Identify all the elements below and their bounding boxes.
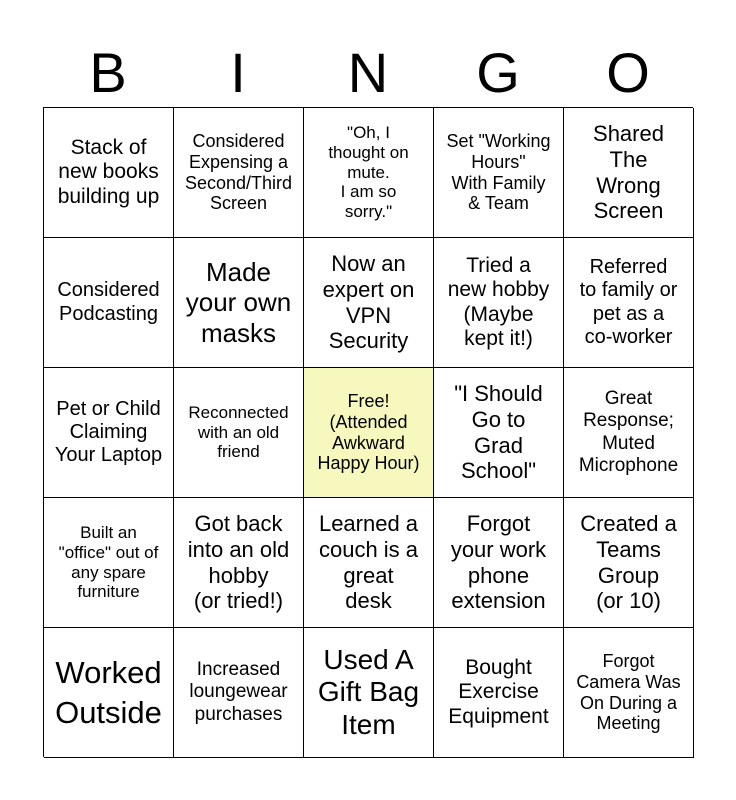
bingo-cell-r4c3[interactable]: Learned a couch is a great desk [304,498,434,628]
bingo-cell-r5c3[interactable]: Used A Gift Bag Item [304,628,434,758]
header-letter-n: N [347,41,389,104]
bingo-cell-r1c1[interactable]: Stack of new books building up [44,108,174,238]
bingo-cell-r1c4[interactable]: Set "Working Hours" With Family & Team [434,108,564,238]
bingo-cell-r5c5[interactable]: Forgot Camera Was On During a Meeting [564,628,694,758]
bingo-cell-r4c5[interactable]: Created a Teams Group (or 10) [564,498,694,628]
header-letter-b: B [89,41,127,104]
bingo-cell-r2c3[interactable]: Now an expert on VPN Security [304,238,434,368]
header-letter-i: I [230,41,246,104]
bingo-board [43,107,693,757]
bingo-cell-r1c2[interactable]: Considered Expensing a Second/Third Screen [174,108,304,238]
bingo-cell-r2c5[interactable]: Referred to family or pet as a co-worker [564,238,694,368]
bingo-header [43,38,693,108]
bingo-cell-r3c5[interactable]: Great Response; Muted Microphone [564,368,694,498]
bingo-cell-r5c2[interactable]: Increased loungewear purchases [174,628,304,758]
bingo-cell-r3c1[interactable]: Pet or Child Claiming Your Laptop [44,368,174,498]
bingo-cell-r3c2[interactable]: Reconnected with an old friend [174,368,304,498]
bingo-cell-r5c4[interactable]: Bought Exercise Equipment [434,628,564,758]
bingo-cell-r5c1[interactable]: Worked Outside [44,628,174,758]
header-letter-o: O [606,41,650,104]
bingo-cell-r2c4[interactable]: Tried a new hobby (Maybe kept it!) [434,238,564,368]
bingo-cell-r4c4[interactable]: Forgot your work phone extension [434,498,564,628]
bingo-cell-r2c1[interactable]: Considered Podcasting [44,238,174,368]
bingo-cell-r2c2[interactable]: Made your own masks [174,238,304,368]
bingo-cell-r3c4[interactable]: "I Should Go to Grad School" [434,368,564,498]
bingo-cell-r4c2[interactable]: Got back into an old hobby (or tried!) [174,498,304,628]
header-letter-g: G [476,41,520,104]
bingo-cell-r1c3[interactable]: "Oh, I thought on mute. I am so sorry." [304,108,434,238]
free-space-cell[interactable]: Free! (Attended Awkward Happy Hour) [304,368,434,498]
bingo-cell-r4c1[interactable]: Built an "office" out of any spare furniture [44,498,174,628]
bingo-cell-r1c5[interactable]: Shared The Wrong Screen [564,108,694,238]
